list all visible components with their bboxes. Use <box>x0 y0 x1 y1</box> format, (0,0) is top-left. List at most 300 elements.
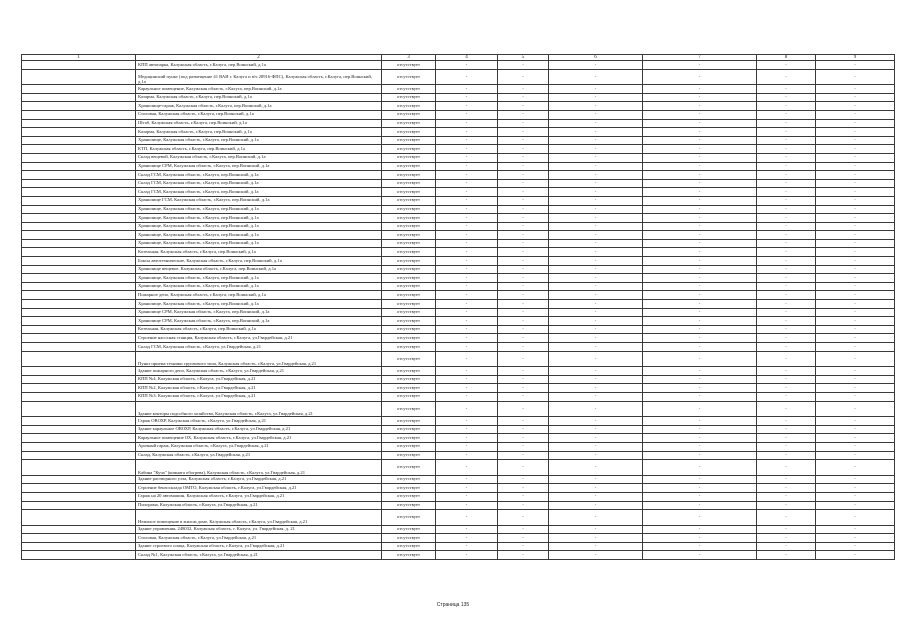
row-blank-cell <box>22 325 136 334</box>
value-cell: - <box>436 222 498 231</box>
value-cell: - <box>436 510 498 526</box>
status-cell: отсутствует <box>382 375 436 384</box>
row-blank-cell <box>22 501 136 510</box>
object-name-cell: Пункт приема техники группового типа, Калужская область, г.Калуга, ул.Гвардейская, д.21 <box>136 351 382 367</box>
status-cell: отсутствует <box>382 442 436 451</box>
row-blank-cell <box>22 102 136 111</box>
value-cell: - <box>498 401 549 417</box>
value-cell: - <box>436 291 498 300</box>
value-cell: - <box>549 475 643 484</box>
value-cell: - <box>498 171 549 180</box>
status-cell: отсутствует <box>382 239 436 248</box>
value-cell: - <box>498 317 549 326</box>
value-cell: - <box>816 501 895 510</box>
value-cell: - <box>816 442 895 451</box>
status-cell: отсутствует <box>382 248 436 257</box>
value-cell: - <box>549 179 643 188</box>
value-cell: - <box>498 128 549 137</box>
table-row <box>22 196 895 205</box>
status-cell: отсутствует <box>382 274 436 283</box>
column-number: 8 <box>757 55 816 61</box>
status-cell: отсутствует <box>382 317 436 326</box>
value-cell: - <box>436 102 498 111</box>
value-cell: - <box>757 231 816 240</box>
value-cell: - <box>757 551 816 560</box>
status-cell: отсутствует <box>382 188 436 197</box>
status-cell: отсутствует <box>382 417 436 426</box>
object-name-cell: КПП автопарка, Калужская область, г.Калуга, пер.Воинский, д.1а <box>136 61 382 70</box>
value-cell: - <box>549 460 643 476</box>
value-cell: - <box>816 300 895 309</box>
status-cell: отсутствует <box>382 510 436 526</box>
value-cell: - <box>498 300 549 309</box>
value-cell: - <box>643 265 757 274</box>
value-cell: - <box>757 119 816 128</box>
value-cell: - <box>549 171 643 180</box>
value-cell: - <box>643 375 757 384</box>
value-cell: - <box>436 434 498 443</box>
value-cell: - <box>643 425 757 434</box>
value-cell: - <box>549 492 643 501</box>
value-cell: - <box>643 367 757 376</box>
table-row <box>22 425 895 434</box>
value-cell: - <box>643 85 757 94</box>
value-cell: - <box>549 128 643 137</box>
value-cell: - <box>436 205 498 214</box>
value-cell: - <box>757 434 816 443</box>
row-blank-cell <box>22 401 136 417</box>
value-cell: - <box>757 460 816 476</box>
object-name-cell: Штаб, Калужская область, г.Калуга, пер.Воинский, д.1а <box>136 119 382 128</box>
value-cell: - <box>816 214 895 223</box>
status-cell: отсутствует <box>382 265 436 274</box>
value-cell: - <box>816 93 895 102</box>
value-cell: - <box>643 145 757 154</box>
status-cell: отсутствует <box>382 162 436 171</box>
table-row <box>22 61 895 70</box>
status-cell: отсутствует <box>382 196 436 205</box>
value-cell: - <box>816 384 895 393</box>
table-row <box>22 308 895 317</box>
value-cell: - <box>643 196 757 205</box>
table-row <box>22 317 895 326</box>
row-blank-cell <box>22 417 136 426</box>
column-number: 6 <box>549 55 643 61</box>
value-cell: - <box>816 205 895 214</box>
table-row <box>22 551 895 560</box>
table-body <box>22 55 895 560</box>
row-blank-cell <box>22 119 136 128</box>
value-cell: - <box>498 308 549 317</box>
value-cell: - <box>498 434 549 443</box>
value-cell: - <box>498 525 549 534</box>
value-cell: - <box>436 334 498 343</box>
object-name-cell: КТП, Калужская область, г.Калуга, пер.Воинский, д.1а <box>136 145 382 154</box>
value-cell: - <box>643 525 757 534</box>
object-name-cell: Хранилище, Калужская область, г.Калуга, пер.Воинский, д.1а <box>136 239 382 248</box>
value-cell: - <box>549 442 643 451</box>
value-cell: - <box>757 525 816 534</box>
table-row <box>22 375 895 384</box>
row-blank-cell <box>22 214 136 223</box>
table-row <box>22 188 895 197</box>
status-cell: отсутствует <box>382 325 436 334</box>
value-cell: - <box>757 136 816 145</box>
value-cell: - <box>757 375 816 384</box>
value-cell: - <box>498 282 549 291</box>
row-blank-cell <box>22 375 136 384</box>
value-cell: - <box>498 145 549 154</box>
value-cell: - <box>816 69 895 85</box>
value-cell: - <box>498 119 549 128</box>
status-cell: отсутствует <box>382 214 436 223</box>
row-blank-cell <box>22 542 136 551</box>
status-cell: отсутствует <box>382 425 436 434</box>
table-row <box>22 205 895 214</box>
row-blank-cell <box>22 475 136 484</box>
value-cell: - <box>498 510 549 526</box>
object-name-cell: Хранилище, Калужская область, г.Калуга, пер.Воинский, д.1а <box>136 136 382 145</box>
value-cell: - <box>757 308 816 317</box>
value-cell: - <box>498 214 549 223</box>
objects-table <box>21 54 895 560</box>
value-cell: - <box>549 501 643 510</box>
value-cell: - <box>436 153 498 162</box>
value-cell: - <box>816 525 895 534</box>
status-cell: отсутствует <box>382 451 436 460</box>
status-cell: отсутствует <box>382 334 436 343</box>
value-cell: - <box>498 392 549 401</box>
object-name-cell: Склад ГСМ, Калужская область, г.Калуга, пер.Воинский, д.1а <box>136 179 382 188</box>
object-name-cell: Строение насосная станция, Калужская область, г.Калуга, ул.Гвардейская, д.21 <box>136 334 382 343</box>
value-cell: - <box>643 162 757 171</box>
value-cell: - <box>643 128 757 137</box>
table-row <box>22 128 895 137</box>
value-cell: - <box>549 425 643 434</box>
value-cell: - <box>816 475 895 484</box>
value-cell: - <box>643 110 757 119</box>
value-cell: - <box>757 501 816 510</box>
value-cell: - <box>643 61 757 70</box>
value-cell: - <box>436 551 498 560</box>
table-row <box>22 475 895 484</box>
value-cell: - <box>757 351 816 367</box>
column-number: 7 <box>643 55 757 61</box>
value-cell: - <box>757 162 816 171</box>
table-row <box>22 525 895 534</box>
value-cell: - <box>757 484 816 493</box>
value-cell: - <box>643 248 757 257</box>
status-cell: отсутствует <box>382 308 436 317</box>
table-row <box>22 93 895 102</box>
status-cell: отсутствует <box>382 282 436 291</box>
table-row <box>22 401 895 417</box>
table-row <box>22 492 895 501</box>
value-cell: - <box>643 188 757 197</box>
value-cell: - <box>643 475 757 484</box>
table-row <box>22 274 895 283</box>
value-cell: - <box>643 534 757 543</box>
status-cell: отсутствует <box>382 300 436 309</box>
status-cell: отсутствует <box>382 153 436 162</box>
status-cell: отсутствует <box>382 231 436 240</box>
value-cell: - <box>816 128 895 137</box>
value-cell: - <box>549 401 643 417</box>
status-cell: отсутствует <box>382 102 436 111</box>
object-name-cell: Хранилище, Калужская область, г.Калуга, пер.Воинский, д.1а <box>136 222 382 231</box>
status-cell: отсутствует <box>382 501 436 510</box>
value-cell: - <box>436 425 498 434</box>
value-cell: - <box>816 375 895 384</box>
value-cell: - <box>643 179 757 188</box>
value-cell: - <box>498 334 549 343</box>
value-cell: - <box>757 222 816 231</box>
value-cell: - <box>436 417 498 426</box>
value-cell: - <box>643 308 757 317</box>
value-cell: - <box>549 231 643 240</box>
value-cell: - <box>549 248 643 257</box>
value-cell: - <box>816 343 895 352</box>
table-row <box>22 417 895 426</box>
table-row <box>22 484 895 493</box>
value-cell: - <box>436 484 498 493</box>
value-cell: - <box>436 375 498 384</box>
table-row <box>22 325 895 334</box>
value-cell: - <box>498 534 549 543</box>
value-cell: - <box>816 534 895 543</box>
table-row <box>22 239 895 248</box>
value-cell: - <box>643 542 757 551</box>
value-cell: - <box>816 551 895 560</box>
table-row <box>22 136 895 145</box>
value-cell: - <box>436 367 498 376</box>
value-cell: - <box>549 392 643 401</box>
value-cell: - <box>436 300 498 309</box>
value-cell: - <box>436 351 498 367</box>
column-number: 3 <box>382 55 436 61</box>
status-cell: отсутствует <box>382 492 436 501</box>
value-cell: - <box>549 510 643 526</box>
row-blank-cell <box>22 274 136 283</box>
status-cell: отсутствует <box>382 384 436 393</box>
value-cell: - <box>816 460 895 476</box>
value-cell: - <box>757 367 816 376</box>
page-footer: Страница 135 <box>436 602 470 608</box>
value-cell: - <box>498 231 549 240</box>
value-cell: - <box>757 110 816 119</box>
value-cell: - <box>436 492 498 501</box>
value-cell: - <box>549 93 643 102</box>
value-cell: - <box>549 153 643 162</box>
row-blank-cell <box>22 442 136 451</box>
value-cell: - <box>498 351 549 367</box>
table-row <box>22 510 895 526</box>
value-cell: - <box>436 231 498 240</box>
table-row <box>22 179 895 188</box>
value-cell: - <box>549 525 643 534</box>
value-cell: - <box>816 145 895 154</box>
value-cell: - <box>436 128 498 137</box>
value-cell: - <box>757 542 816 551</box>
object-name-cell: Хранилище, Калужская область, г.Калуга, пер.Воинский, д.1а <box>136 231 382 240</box>
row-blank-cell <box>22 128 136 137</box>
value-cell: - <box>816 196 895 205</box>
value-cell: - <box>498 239 549 248</box>
object-name-cell: Хранилище СРМ, Калужская область, г.Калуга, пер.Воинский, д.1а <box>136 308 382 317</box>
value-cell: - <box>816 61 895 70</box>
value-cell: - <box>498 205 549 214</box>
object-name-cell: Склад №1, Калужская область, г.Калуга, ул.Гвардейская, д.21 <box>136 551 382 560</box>
status-cell: отсутствует <box>382 179 436 188</box>
object-name-cell: Казарма, Калужская область, г.Калуга, пер.Воинский, д.1а <box>136 128 382 137</box>
value-cell: - <box>498 291 549 300</box>
value-cell: - <box>436 525 498 534</box>
value-cell: - <box>436 451 498 460</box>
value-cell: - <box>549 257 643 266</box>
value-cell: - <box>816 274 895 283</box>
value-cell: - <box>643 317 757 326</box>
value-cell: - <box>549 102 643 111</box>
value-cell: - <box>643 325 757 334</box>
status-cell: отсутствует <box>382 257 436 266</box>
value-cell: - <box>498 425 549 434</box>
value-cell: - <box>549 334 643 343</box>
value-cell: - <box>436 460 498 476</box>
row-blank-cell <box>22 222 136 231</box>
value-cell: - <box>436 308 498 317</box>
table-row <box>22 442 895 451</box>
value-cell: - <box>549 417 643 426</box>
value-cell: - <box>498 451 549 460</box>
row-blank-cell <box>22 384 136 393</box>
status-cell: отсутствует <box>382 171 436 180</box>
status-cell: отсутствует <box>382 484 436 493</box>
object-name-cell: Здание растворного узла, Калужская область, г.Калуга, ул.Гвардейская, д.21 <box>136 475 382 484</box>
object-name-cell: Хранилище ГСМ, Калужская область, г.Калуга, пер.Воинский, д.1а <box>136 196 382 205</box>
row-blank-cell <box>22 171 136 180</box>
object-name-cell: Гараж на 20 автомашин, Калужская область, г.Калуга, ул.Гвардейская, д.21 <box>136 492 382 501</box>
row-blank-cell <box>22 265 136 274</box>
value-cell: - <box>643 102 757 111</box>
value-cell: - <box>436 188 498 197</box>
value-cell: - <box>643 551 757 560</box>
value-cell: - <box>816 102 895 111</box>
value-cell: - <box>816 484 895 493</box>
value-cell: - <box>643 205 757 214</box>
value-cell: - <box>498 102 549 111</box>
value-cell: - <box>757 291 816 300</box>
table-row <box>22 102 895 111</box>
value-cell: - <box>816 162 895 171</box>
value-cell: - <box>816 325 895 334</box>
value-cell: - <box>549 205 643 214</box>
table-row <box>22 542 895 551</box>
value-cell: - <box>498 85 549 94</box>
table-row <box>22 85 895 94</box>
status-cell: отсутствует <box>382 145 436 154</box>
value-cell: - <box>816 153 895 162</box>
row-blank-cell <box>22 188 136 197</box>
value-cell: - <box>757 282 816 291</box>
value-cell: - <box>816 222 895 231</box>
value-cell: - <box>436 214 498 223</box>
value-cell: - <box>549 542 643 551</box>
value-cell: - <box>436 179 498 188</box>
value-cell: - <box>643 434 757 443</box>
value-cell: - <box>643 384 757 393</box>
status-cell: отсутствует <box>382 460 436 476</box>
object-name-cell: Хранилище СРМ, Калужская область, г.Калуга, пер.Воинский, д.1а <box>136 317 382 326</box>
value-cell: - <box>816 308 895 317</box>
row-blank-cell <box>22 162 136 171</box>
value-cell: - <box>436 343 498 352</box>
table-row <box>22 367 895 376</box>
value-cell: - <box>816 110 895 119</box>
value-cell: - <box>498 417 549 426</box>
row-blank-cell <box>22 351 136 367</box>
object-name-cell: Хранилище вещевое, Калужская область, г.Калуга, пер.Воинский, д.1а <box>136 265 382 274</box>
value-cell: - <box>498 551 549 560</box>
value-cell: - <box>498 375 549 384</box>
value-cell: - <box>816 171 895 180</box>
object-name-cell: Хранилище, Калужская область, г.Калуга, пер.Воинский, д.1а <box>136 274 382 283</box>
value-cell: - <box>757 451 816 460</box>
value-cell: - <box>643 442 757 451</box>
value-cell: - <box>643 171 757 180</box>
row-blank-cell <box>22 551 136 560</box>
status-cell: отсутствует <box>382 434 436 443</box>
value-cell: - <box>757 265 816 274</box>
value-cell: - <box>643 282 757 291</box>
value-cell: - <box>498 343 549 352</box>
value-cell: - <box>757 300 816 309</box>
value-cell: - <box>498 162 549 171</box>
value-cell: - <box>549 317 643 326</box>
table-row <box>22 334 895 343</box>
value-cell: - <box>757 401 816 417</box>
table-row <box>22 153 895 162</box>
table-row <box>22 460 895 476</box>
value-cell: - <box>436 136 498 145</box>
object-name-cell: Склад ГСМ, Калужская область, г.Калуга, ул.Гвардейская, д.21 <box>136 343 382 352</box>
value-cell: - <box>757 145 816 154</box>
value-cell: - <box>757 425 816 434</box>
value-cell: - <box>436 257 498 266</box>
value-cell: - <box>757 153 816 162</box>
status-cell: отсутствует <box>382 401 436 417</box>
value-cell: - <box>816 136 895 145</box>
value-cell: - <box>757 325 816 334</box>
value-cell: - <box>757 69 816 85</box>
table-row <box>22 291 895 300</box>
object-name-cell: Арочный гараж, Калужская область, г.Калуга, ул.Гвардейская, д.21 <box>136 442 382 451</box>
value-cell: - <box>549 325 643 334</box>
value-cell: - <box>549 343 643 352</box>
row-blank-cell <box>22 85 136 94</box>
value-cell: - <box>643 334 757 343</box>
object-name-cell: Здание строевого плаца, Калужская область, г.Калуга, ул.Гвардейская, д.21 <box>136 542 382 551</box>
row-blank-cell <box>22 69 136 85</box>
object-name-cell: Котельная, Калужская область, г.Калуга, пер.Воинский, д.1а <box>136 248 382 257</box>
row-blank-cell <box>22 492 136 501</box>
value-cell: - <box>816 239 895 248</box>
value-cell: - <box>436 93 498 102</box>
value-cell: - <box>549 300 643 309</box>
object-name-cell: Медицинский пункт (под размещение 41 ВАИ г. Калуга и в/ч 28916-ФПС), Калужская область, г.Калуга, пер.Воинский, д.1а <box>136 69 382 85</box>
value-cell: - <box>757 343 816 352</box>
value-cell: - <box>498 248 549 257</box>
object-name-cell: Казарма, Калужская область, г.Калуга, пер.Воинский, д.1а <box>136 93 382 102</box>
